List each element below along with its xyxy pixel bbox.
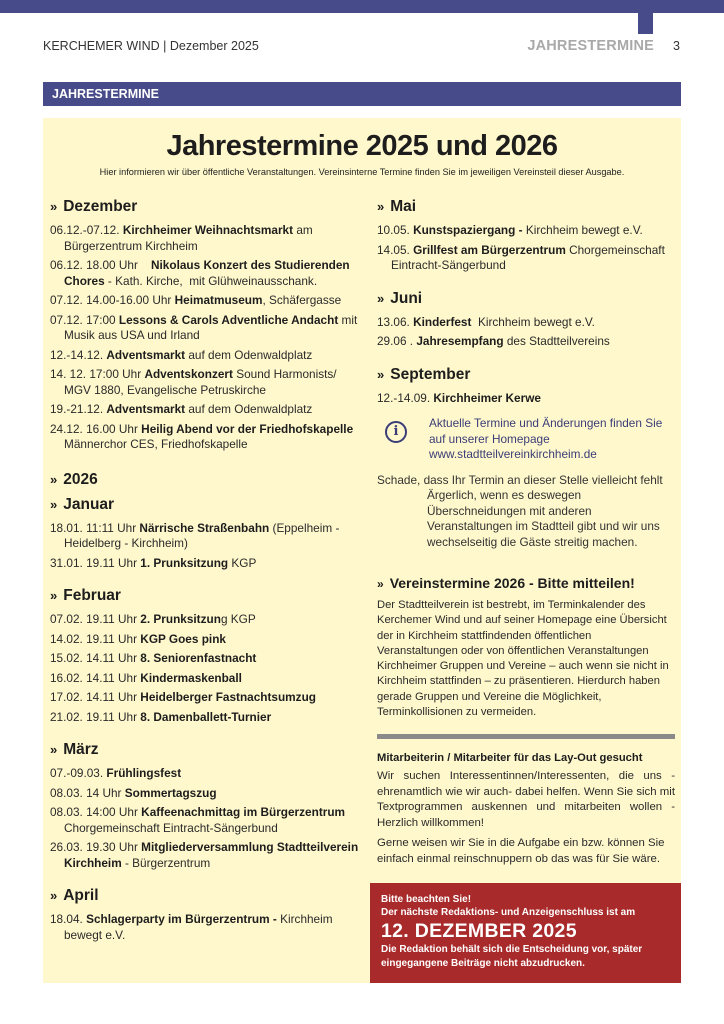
- event-details: Männerchor CES, Friedhofskapelle: [64, 421, 357, 451]
- event-title: Kindermaskenball: [140, 670, 242, 685]
- mitarbeiter-paragraph-1: Wir suchen Interessentinnen/Interessenten, die uns - ehrenamtlich wie wir auch- dabei helfen. Wenn Sie sich mit Textprogrammen auskennen und mitarbeiten wollen -Herzlich willkommen!: [377, 770, 675, 829]
- missing-event-note: [377, 473, 675, 551]
- notice-disclaimer: Die Redaktion behält sich die Entscheidung vor, später eingegangene Beiträge nicht abzudrucken.: [381, 944, 643, 969]
- page-title: Jahrestermine 2025 und 2026: [166, 130, 558, 162]
- event-details: mit Musik aus USA und Irland: [64, 312, 361, 342]
- event-date: 16.02. 14.11 Uhr: [50, 670, 141, 685]
- event-details: Kirchheim bewegt e.V.: [522, 223, 643, 237]
- event-item: [50, 786, 366, 802]
- month-heading-mai: [377, 198, 675, 216]
- event-date: 14. 12. 17:00 Uhr: [50, 367, 145, 381]
- event-list-februar: [50, 612, 366, 725]
- event-item: [50, 258, 366, 289]
- event-date: 13.06.: [377, 314, 414, 329]
- event-date: 10.05.: [377, 223, 414, 237]
- event-details: Kirchheim bewegt e.V.: [64, 912, 336, 942]
- event-title: Kinderfest: [413, 314, 472, 329]
- event-item: [50, 402, 366, 418]
- event-title: Nikolaus Konzert des Studierenden Chores: [64, 258, 350, 288]
- event-date: 15.02. 14.11 Uhr: [50, 651, 141, 665]
- event-title: Närrische Straßenbahn: [139, 520, 270, 535]
- year-heading-2026: [50, 471, 366, 489]
- event-date: 08.03. 14:00 Uhr: [50, 805, 142, 819]
- event-list-maerz: [50, 766, 366, 871]
- note-body: Ärgerlich, wenn es deswegen Überschneidungen mit anderen Veranstaltungen im Stadtteil gibt und wir uns wechselseitig die Gäste streitig machen.: [427, 488, 660, 549]
- event-title: 2. Prunksitzun: [140, 612, 221, 626]
- marker: »: [50, 199, 58, 214]
- event-title: 8. Seniorenfastnacht: [140, 651, 257, 665]
- vereinstermine-body: Der Stadtteilverein ist bestrebt, im Terminkalender des Kerchemer Wind und auf seiner Homepage eine Übersicht der in Kirchheim stattfindenden öffentlichen Veranstaltungen oder von öffentlichen Veranstaltungen Kirchheimer Gruppen und Vereine – auch wenn sie nicht in Kirchheim stattfinden – zu präsentieren. Hierdurch haben gerade Gruppen und Vereine die Möglichkeit, Terminkollisionen zu vermeiden.: [377, 599, 669, 719]
- event-title: Schlagerparty im Bürgerzentrum -: [86, 912, 277, 926]
- event-details: auf dem Odenwaldplatz: [185, 347, 313, 362]
- event-title: Heidelberger Fastnachtsumzug: [140, 690, 316, 704]
- event-item: [50, 521, 366, 552]
- note-first-line: Schade, dass Ihr Termin an dieser Stelle vielleicht fehlt: [377, 472, 663, 487]
- month-label: März: [63, 741, 99, 758]
- page-subtitle: Hier informieren wir über öffentliche Veranstaltungen. Vereinsinterne Termine finden Sie im jeweiligen Vereinsteil dieser Ausgabe.: [99, 167, 625, 177]
- event-date: 07.02. 19.11 Uhr: [50, 612, 141, 626]
- event-title: Heilig Abend vor der Friedhofskapelle: [141, 421, 354, 436]
- deadline-notice: [370, 883, 681, 983]
- event-title: Adventsmarkt: [106, 402, 186, 416]
- event-details: (Eppelheim - Heidelberg - Kirchheim): [64, 520, 343, 550]
- event-item: [50, 348, 366, 364]
- event-date: 31.01. 19.11 Uhr: [50, 555, 141, 570]
- event-item: [377, 243, 675, 274]
- event-details: Sound Harmonists/ MGV 1880, Evangelische Petruskirche: [64, 367, 340, 397]
- notice-deadline-label: Der nächste Redaktions- und Anzeigenschluss ist am: [381, 907, 636, 918]
- event-title: Lessons & Carols Adventliche Andacht: [118, 312, 339, 327]
- event-details: Kirchheim bewegt e.V.: [471, 314, 595, 329]
- event-title: Heimatmuseum: [174, 293, 263, 307]
- homepage-link[interactable]: www.stadtteilvereinkirchheim.de: [429, 447, 597, 461]
- notice-attention: Bitte beachten Sie!: [381, 894, 472, 905]
- marker: »: [50, 588, 58, 603]
- event-date: 07.-09.03.: [50, 766, 107, 780]
- event-date: 14.05.: [377, 242, 414, 257]
- event-details: auf dem Odenwaldplatz: [185, 402, 313, 416]
- event-date: 07.12. 14.00-16.00 Uhr: [50, 293, 175, 307]
- info-icon: i: [385, 421, 407, 443]
- event-item: [50, 367, 366, 398]
- event-item: [50, 422, 366, 453]
- event-title: Grillfest am Bürgerzentrum: [413, 242, 566, 257]
- event-list-juni: [377, 315, 675, 350]
- marker: »: [377, 577, 384, 591]
- event-details: , Schäfergasse: [262, 293, 342, 307]
- event-details: am Bürgerzentrum Kirchheim: [64, 223, 317, 253]
- event-date: 12.-14.09.: [377, 390, 434, 405]
- event-item: [50, 556, 366, 572]
- month-label: Februar: [63, 587, 121, 604]
- heading-label: Vereinstermine 2026 - Bitte mitteilen!: [389, 575, 635, 591]
- event-list-april: [50, 912, 366, 943]
- event-title: Mitgliederversammlung Stadtteilverein Kirchheim: [64, 840, 359, 870]
- left-column: [50, 198, 366, 947]
- event-date: 19.-21.12.: [50, 402, 107, 416]
- month-heading-februar: [50, 587, 366, 605]
- event-date: 24.12. 16.00 Uhr: [50, 421, 142, 436]
- running-header-publication: KERCHEMER WIND | Dezember 2025: [43, 39, 259, 53]
- month-heading-januar: [50, 496, 366, 514]
- event-date: 18.04.: [50, 912, 87, 926]
- right-column: [377, 198, 675, 872]
- event-title: Kirchheimer Weihnachtsmarkt: [122, 223, 294, 237]
- event-details: Chorgemeinschaft Eintracht-Sängerbund: [64, 805, 349, 835]
- event-details: g KGP: [220, 612, 256, 626]
- marker: »: [50, 471, 58, 487]
- marker: »: [377, 199, 385, 214]
- event-date: 26.03. 19.30 Uhr: [50, 840, 142, 854]
- event-list-mai: [377, 223, 675, 274]
- notice-deadline-date: 12. DEZEMBER 2025: [381, 920, 577, 942]
- event-date: 07.12. 17:00: [50, 312, 119, 327]
- event-title: Adventskonzert: [144, 367, 233, 381]
- event-item: [50, 912, 366, 943]
- event-item: [50, 223, 366, 254]
- marker: »: [50, 496, 58, 512]
- event-title: Adventsmarkt: [106, 347, 186, 362]
- event-date: 06.12.-07.12.: [50, 223, 123, 237]
- event-title: Kunstspaziergang -: [413, 223, 523, 237]
- event-title: 8. Damenballett-Turnier: [140, 709, 272, 724]
- section-title-bar: JAHRESTERMINE: [43, 82, 681, 106]
- marker: »: [50, 742, 58, 757]
- event-date: 12.-14.12.: [50, 347, 107, 362]
- event-details: - Bürgerzentrum: [121, 855, 211, 870]
- info-line: auf unserer Homepage: [429, 431, 550, 446]
- event-item: [377, 334, 675, 350]
- month-label: Juni: [390, 289, 423, 307]
- event-title: 1. Prunksitzung: [140, 555, 229, 570]
- event-title: KGP Goes pink: [140, 631, 226, 646]
- mitarbeiter-paragraph-2: Gerne weisen wir Sie in die Aufgabe ein bzw. können Sie einfach einmal reinschnuppern ob das was für Sie wäre.: [377, 837, 665, 865]
- month-heading-april: [50, 887, 366, 905]
- event-details: KGP: [228, 555, 257, 570]
- year-label: 2026: [63, 470, 98, 488]
- homepage-info-box: [377, 416, 675, 463]
- event-item: [377, 223, 675, 239]
- event-item: [50, 632, 366, 648]
- marker: »: [50, 888, 58, 903]
- event-title: Kirchheimer Kerwe: [433, 390, 541, 405]
- top-accent-bar: [0, 0, 724, 13]
- section-divider: [377, 734, 675, 739]
- event-item: [377, 391, 675, 407]
- event-title: Kaffeenachmittag im Bürgerzentrum: [141, 805, 346, 819]
- event-item: [377, 315, 675, 331]
- event-list-januar: [50, 521, 366, 572]
- event-item: [50, 293, 366, 309]
- top-accent-tab: [638, 13, 653, 34]
- event-title: Jahresempfang: [416, 334, 504, 348]
- month-heading-dezember: [50, 198, 366, 216]
- event-date: 08.03. 14 Uhr: [50, 785, 125, 800]
- event-date: 18.01. 11:11 Uhr: [50, 520, 140, 535]
- event-item: [50, 651, 366, 667]
- content-panel: [43, 118, 681, 983]
- event-item: [50, 612, 366, 628]
- event-details: Chorgemeinschaft Eintracht-Sängerbund: [391, 242, 669, 272]
- month-label: September: [390, 365, 471, 383]
- info-text: [429, 416, 662, 463]
- event-item: [50, 671, 366, 687]
- month-label: Januar: [63, 495, 115, 513]
- event-date: 06.12. 18.00 Uhr: [50, 258, 151, 272]
- month-heading-juni: [377, 290, 675, 308]
- event-item: [50, 710, 366, 726]
- event-item: [50, 313, 366, 344]
- event-list-september: [377, 391, 675, 407]
- event-date: 14.02. 19.11 Uhr: [50, 631, 141, 646]
- marker: »: [377, 366, 385, 382]
- month-label: April: [63, 887, 99, 904]
- event-item: [50, 805, 366, 836]
- running-header-section: JAHRESTERMINE: [527, 38, 654, 54]
- page-number: 3: [673, 39, 680, 53]
- event-date: 29.06 .: [377, 334, 417, 348]
- event-item: [50, 766, 366, 782]
- event-title: Sommertagszug: [124, 785, 217, 800]
- event-date: 21.02. 19.11 Uhr: [50, 709, 141, 724]
- month-heading-maerz: [50, 741, 366, 759]
- month-label: Mai: [390, 198, 417, 215]
- event-date: 17.02. 14.11 Uhr: [50, 690, 141, 704]
- event-details: des Stadtteilvereins: [503, 334, 610, 348]
- month-heading-september: [377, 366, 675, 384]
- event-title: Frühlingsfest: [106, 766, 182, 780]
- info-line: Aktuelle Termine und Änderungen finden Sie: [429, 416, 663, 430]
- event-list-dezember: [50, 223, 366, 453]
- month-label: Dezember: [63, 198, 138, 215]
- event-item: [50, 690, 366, 706]
- event-details: - Kath. Kirche, mit Glühweinausschank.: [104, 273, 318, 288]
- event-item: [50, 840, 366, 871]
- marker: »: [377, 290, 385, 306]
- vereinstermine-heading: [377, 575, 675, 591]
- mitarbeiter-heading: Mitarbeiterin / Mitarbeiter für das Lay-Out gesucht: [377, 752, 643, 765]
